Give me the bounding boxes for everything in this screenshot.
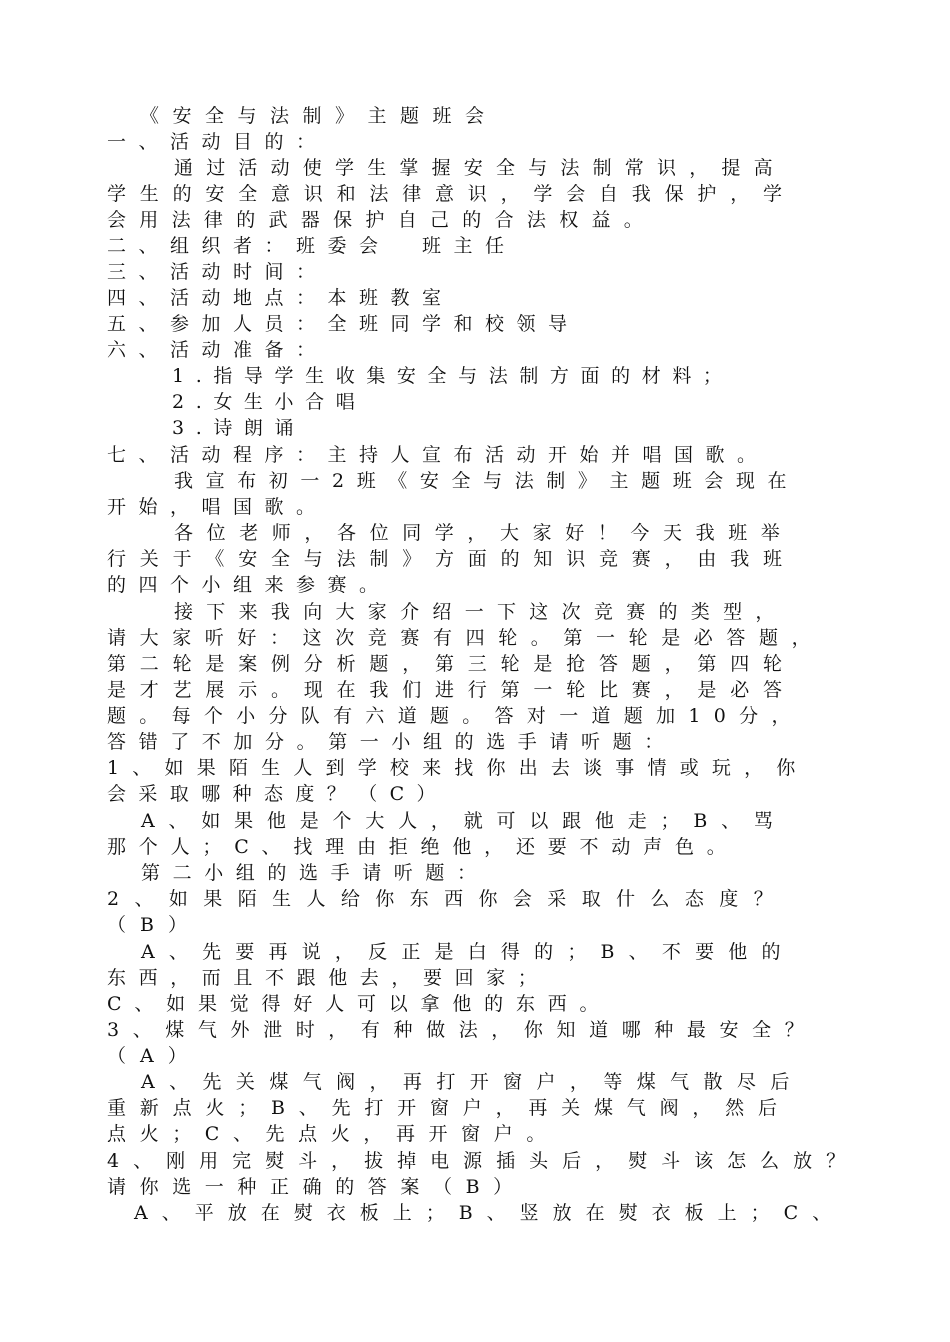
answer-option-line: A、平放在熨衣板上；B、竖放在熨衣板上；C、 [134,1202,846,1224]
section-heading: 五、参加人员：全班同学和校领导 [107,313,580,335]
document-title: 《安全与法制》主题班会 [140,105,498,127]
question-line: 3、煤气外泄时，有种做法，你知道哪种最安全？ [107,1019,818,1041]
question-line: 4、刚用完熨斗，拔掉电源插头后，熨斗该怎么放？ [107,1150,860,1172]
section-heading: 二、组织者：班委会 班主任 [107,235,517,257]
section-heading: 三、活动时间： [107,261,328,283]
answer-option-line: 重新点火；B、先打开窗户，再关煤气阀，然后 [107,1097,791,1119]
paragraph-line: 第二小组的选手请听题： [141,862,489,884]
answer-option-line: C、如果觉得好人可以拿他的东西。 [107,993,612,1015]
paragraph-line: 学生的安全意识和法律意识，学会自我保护，学 [107,183,796,205]
question-line: 1、如果陌生人到学校来找你出去谈事情或玩，你 [107,757,809,779]
paragraph-line: 第二轮是案例分析题，第三轮是抢答题，第四轮 [107,653,796,675]
answer-option-line: 东西，而且不跟他去，要回家； [107,967,550,989]
section-heading: 一、活动目的： [107,131,328,153]
question-line: （B） [107,914,201,936]
paragraph-line: 题。每个小分队有六道题。答对一道题加10分， [107,705,804,727]
paragraph-line: 会用法律的武器保护自己的合法权益。 [107,209,657,231]
paragraph-line: 请大家听好：这次竞赛有四轮。第一轮是必答题， [107,627,825,649]
paragraph-line: 答错了不加分。第一小组的选手请听题： [107,731,676,753]
answer-option-line: A、如果他是个大人，就可以跟他走；B、骂 [141,810,787,832]
answer-option-line: A、先关煤气阀，再打开窗户，等煤气散尽后 [141,1071,804,1093]
answer-option-line: 点火；C、先点火，再开窗户。 [107,1123,559,1145]
section-heading: 六、活动准备： [107,339,328,361]
paragraph-line: 的四个小组来参赛。 [107,574,391,596]
paragraph-line: 是才艺展示。现在我们进行第一轮比赛，是必答 [107,679,796,701]
list-item: 2.女生小合唱 [172,391,367,413]
question-line: （A） [107,1045,201,1067]
paragraph-line: 行关于《安全与法制》方面的知识竞赛，由我班 [107,548,796,570]
paragraph-line: 我宣布初一2班《安全与法制》主题班会现在 [174,470,800,492]
section-heading: 四、活动地点：本班教室 [107,287,454,309]
list-item: 3.诗朗诵 [172,417,306,439]
paragraph-line: 开始，唱国歌。 [107,496,328,518]
answer-option-line: 那个人；C、找理由拒绝他，还要不动声色。 [107,836,739,858]
paragraph-line: 接下来我向大家介绍一下这次竞赛的类型， [174,601,788,623]
question-line: 2、如果陌生人给你东西你会采取什么态度？ [107,888,789,910]
question-line: 请你选一种正确的答案（B） [107,1176,526,1198]
answer-option-line: A、先要再说，反正是白得的；B、不要他的 [141,941,795,963]
paragraph-line: 通过活动使学生掌握安全与法制常识，提高 [174,157,786,179]
question-line: 会采取哪种态度？（C） [107,783,448,805]
paragraph-line: 各位老师，各位同学，大家好！今天我班举 [174,522,794,544]
list-item: 1.指导学生收集安全与法制方面的材料； [172,365,734,387]
section-heading: 七、活动程序：主持人宣布活动开始并唱国歌。 [107,444,769,466]
